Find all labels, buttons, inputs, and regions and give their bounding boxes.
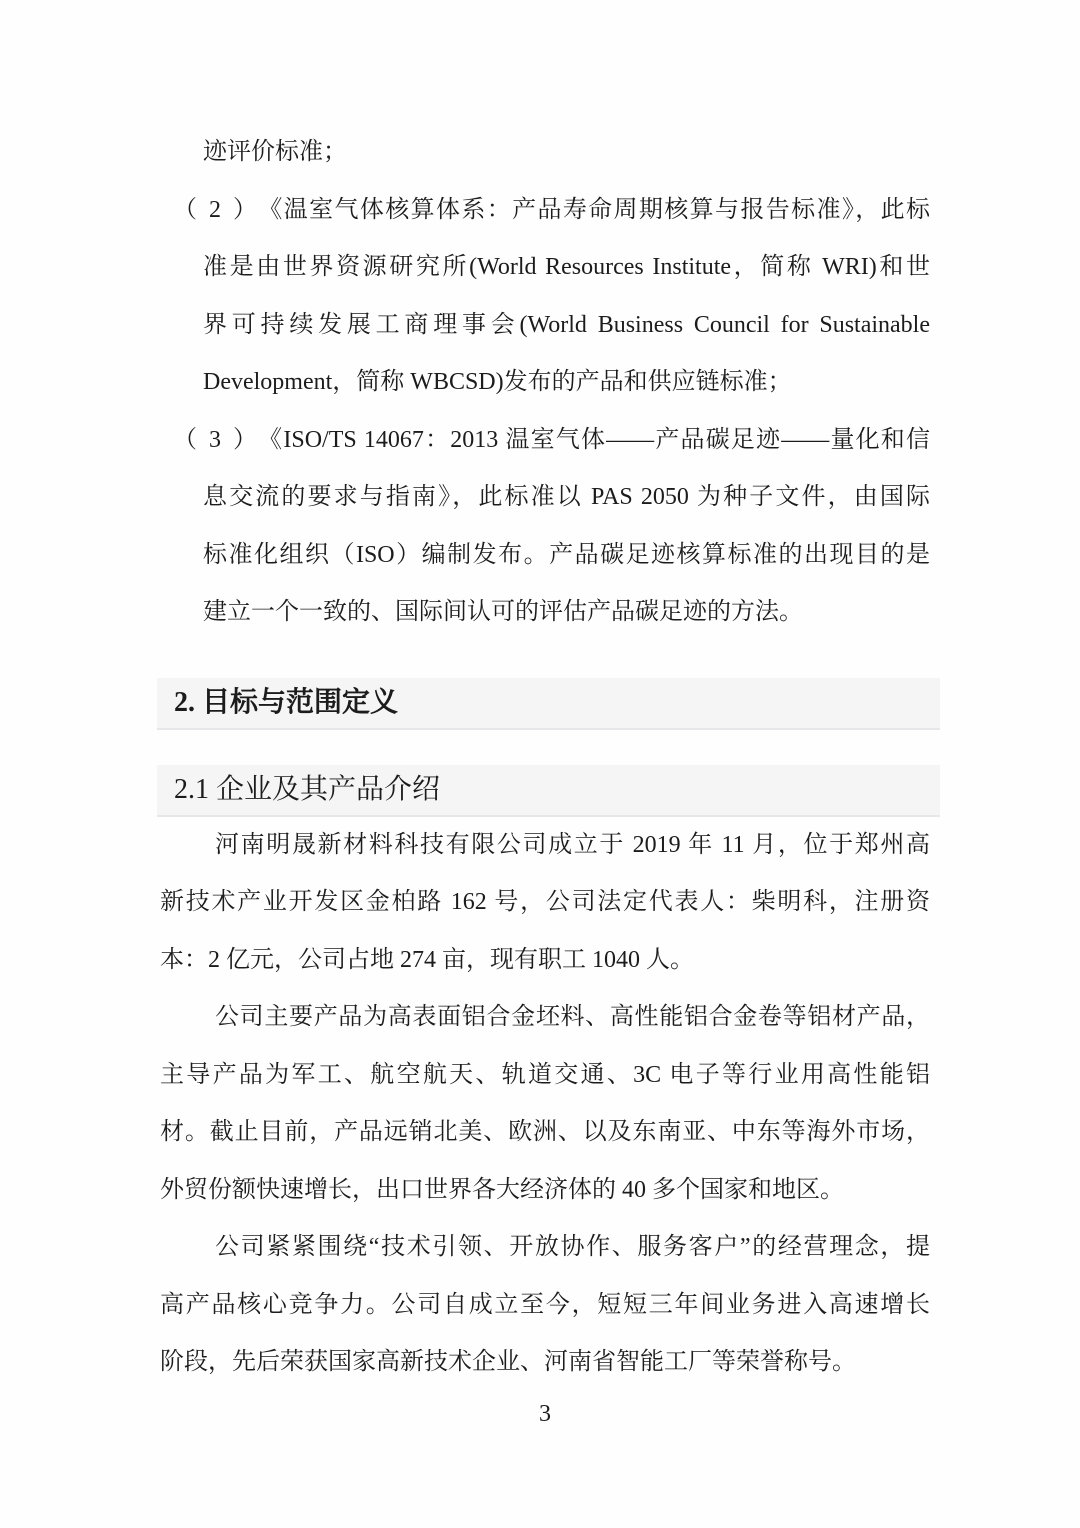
- section-heading: 2. 目标与范围定义: [157, 678, 940, 730]
- list-item-line: 准是由世界资源研究所(World Resources Institute，简称 WRI)和世: [203, 254, 930, 280]
- list-item-marker: （3）: [173, 426, 257, 453]
- paragraph: [160, 817, 930, 990]
- list-item-line: 标准化组织（ISO）编制发布。产品碳足迹核算标准的出现目的是: [203, 541, 930, 568]
- paragraph-line: 外贸份额快速增长，出口世界各大经济体的 40 多个国家和地区。: [160, 1176, 844, 1203]
- paragraph: [160, 989, 930, 1219]
- paragraph-line: 主导产品为军工、航空航天、轨道交通、3C 电子等行业用高性能铝: [160, 1061, 930, 1088]
- list-item-line: [173, 412, 930, 470]
- paragraph-line: 材。截止目前，产品远销北美、欧洲、以及东南亚、中东等海外市场，: [160, 1119, 930, 1145]
- list-item-line: 界可持续发展工商理事会(World Business Council for Sustainable: [203, 311, 930, 338]
- paragraph-line: 阶段，先后荣获国家高新技术企业、河南省智能工厂等荣誉称号。: [160, 1349, 856, 1375]
- page-number: 3: [539, 1400, 551, 1427]
- list-item-line: 建立一个一致的、国际间认可的评估产品碳足迹的方法。: [203, 599, 803, 625]
- list-item-2: [160, 182, 930, 412]
- paragraph-line: 公司主要产品为高表面铝合金坯料、高性能铝合金卷等铝材产品，: [215, 1004, 930, 1030]
- list-item-text: 《ISO/TS 14067：2013 温室气体——产品碳足迹——量化和信: [257, 426, 930, 453]
- paragraph-line: 公司紧紧围绕“技术引领、开放协作、服务客户”的经营理念，提: [215, 1234, 930, 1260]
- paragraph-line: 本：2 亿元，公司占地 274 亩，现有职工 1040 人。: [160, 946, 694, 973]
- paragraph-line: 高产品核心竞争力。公司自成立至今，短短三年间业务进入高速增长: [160, 1291, 930, 1318]
- list-item-line: Development，简称 WBCSD)发布的产品和供应链标准；: [203, 369, 792, 395]
- paragraph-line: 新技术产业开发区金柏路 162 号，公司法定代表人：柴明科，注册资: [160, 889, 930, 915]
- list-item-marker: （2）: [173, 196, 257, 223]
- list-item-3: [160, 412, 930, 642]
- list-item-text: 《温室气体核算体系：产品寿命周期核算与报告标准》，此标: [257, 196, 930, 223]
- list-item-tail-line: 迹评价标准；: [203, 139, 347, 165]
- paragraph: [160, 1219, 930, 1392]
- paragraph-line: 河南明晟新材料科技有限公司成立于 2019 年 11 月，位于郑州高: [215, 831, 930, 858]
- list-item-line: [173, 182, 930, 240]
- list-item-line: 息交流的要求与指南》，此标准以 PAS 2050 为种子文件，由国际: [203, 484, 930, 510]
- document-content: [160, 0, 930, 1428]
- subsection-heading: 2.1 企业及其产品介绍: [157, 765, 940, 817]
